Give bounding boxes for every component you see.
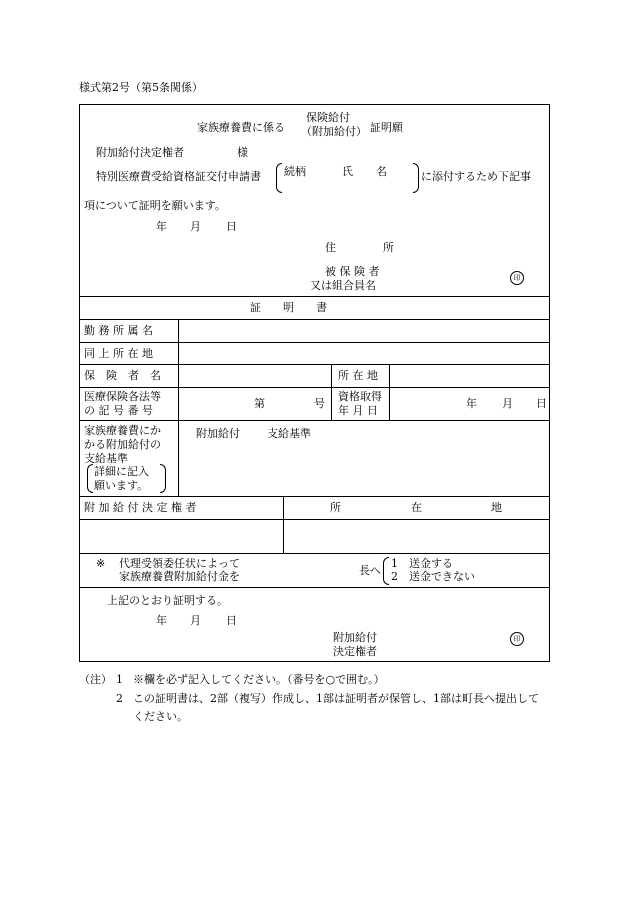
zokugara: 続柄 <box>284 165 306 178</box>
sama: 様 <box>237 146 248 159</box>
bracket-left <box>276 163 282 193</box>
criteria-note-1: 詳細に記入 <box>94 465 149 478</box>
acq-month: 月 <box>502 397 513 410</box>
proxy-mark: ※ <box>96 557 106 570</box>
request-year: 年 <box>156 220 167 233</box>
form-number: 様式第2号（第5条関係） <box>79 81 203 94</box>
note-2-line-1: この証明書は、2部（複写）作成し、1部は証明者が保管し、1部は町長へ提出して <box>133 692 539 705</box>
note-1-num: 1 <box>116 673 123 686</box>
acq-label-1: 資格取得 <box>338 390 382 403</box>
option-no-send: 2 送金できない <box>391 570 475 583</box>
address-label-sho: 所 <box>383 241 394 254</box>
criteria-value-2: 支給基準 <box>267 427 311 440</box>
cert-month: 月 <box>190 614 201 627</box>
criteria-note-2: 願います。 <box>94 479 149 492</box>
authority-address-zai: 在 <box>411 501 422 514</box>
criteria-bracket-right <box>160 464 166 493</box>
notes-label: （注） <box>79 673 112 686</box>
certify-text: 上記のとおり証明する。 <box>107 594 228 607</box>
criteria-bracket-left <box>87 464 93 493</box>
office-address-label: 同 上 所 在 地 <box>84 347 153 360</box>
criteria-label-2: かる附加給付の <box>84 438 161 451</box>
seal-signer: 印 <box>510 632 524 646</box>
number-prefix: 第 <box>254 397 265 410</box>
request-line-end: に添付するため下記事 <box>421 170 531 183</box>
cert-year: 年 <box>156 614 167 627</box>
office-label: 勤 務 所 属 名 <box>84 324 153 337</box>
address-label-ju: 住 <box>325 241 336 254</box>
authority-address-sho: 所 <box>330 501 341 514</box>
law-label-1: 医療保険各法等 <box>84 390 161 403</box>
insured-label: 被 保 険 者 <box>325 265 380 278</box>
cert-day: 日 <box>226 614 237 627</box>
criteria-label-1: 家族療養費にか <box>84 424 161 437</box>
title-option-fuka: （附加給付） <box>301 125 367 138</box>
certificate-header: 証 明 書 <box>250 301 327 314</box>
acq-day: 日 <box>536 397 547 410</box>
number-suffix: 号 <box>314 397 325 410</box>
note-1: ※欄を必ず記入してください。（番号を○で囲む。） <box>133 673 385 686</box>
request-day: 日 <box>226 220 237 233</box>
option-brace <box>383 557 389 585</box>
authority-address-chi: 地 <box>491 501 502 514</box>
criteria-label-3: 支給基準 <box>84 452 128 465</box>
title-prefix: 家族療養費に係る <box>197 121 285 134</box>
request-line-start: 特別医療費受給資格証交付申請書 <box>96 170 261 183</box>
request-month: 月 <box>190 220 201 233</box>
signer-2: 決定権者 <box>333 645 377 658</box>
signer-1: 附加給付 <box>333 631 377 644</box>
option-send: 1 送金する <box>391 557 453 570</box>
criteria-value-1: 附加給付 <box>196 427 240 440</box>
shi: 氏 <box>342 165 353 178</box>
law-label-2: の 記 号 番 号 <box>84 404 153 417</box>
proxy-text-1: 代理受領委任状によって <box>119 557 240 570</box>
seal-applicant: 印 <box>510 271 524 285</box>
title-suffix: 証明願 <box>370 121 403 134</box>
location-label: 所 在 地 <box>338 369 378 382</box>
addressee: 附加給付決定権者 <box>96 146 184 159</box>
acq-year: 年 <box>466 397 477 410</box>
proxy-text-2: 家族療養費附加給付金を <box>119 570 240 583</box>
title-option-hoken: 保険給付 <box>306 111 350 124</box>
bracket-right <box>413 163 419 193</box>
note-2-num: 2 <box>116 692 123 705</box>
authority-label: 附 加 給 付 決 定 権 者 <box>84 501 197 514</box>
acq-label-2: 年 月 日 <box>338 404 378 417</box>
insurer-label: 保 険 者 名 <box>84 369 161 382</box>
note-2-line-2: ください。 <box>133 710 188 723</box>
mei: 名 <box>376 165 387 178</box>
request-line-2: 項について証明を願います。 <box>84 199 226 212</box>
member-label: 又は組合員名 <box>310 279 376 292</box>
chief: 長へ <box>359 564 381 577</box>
